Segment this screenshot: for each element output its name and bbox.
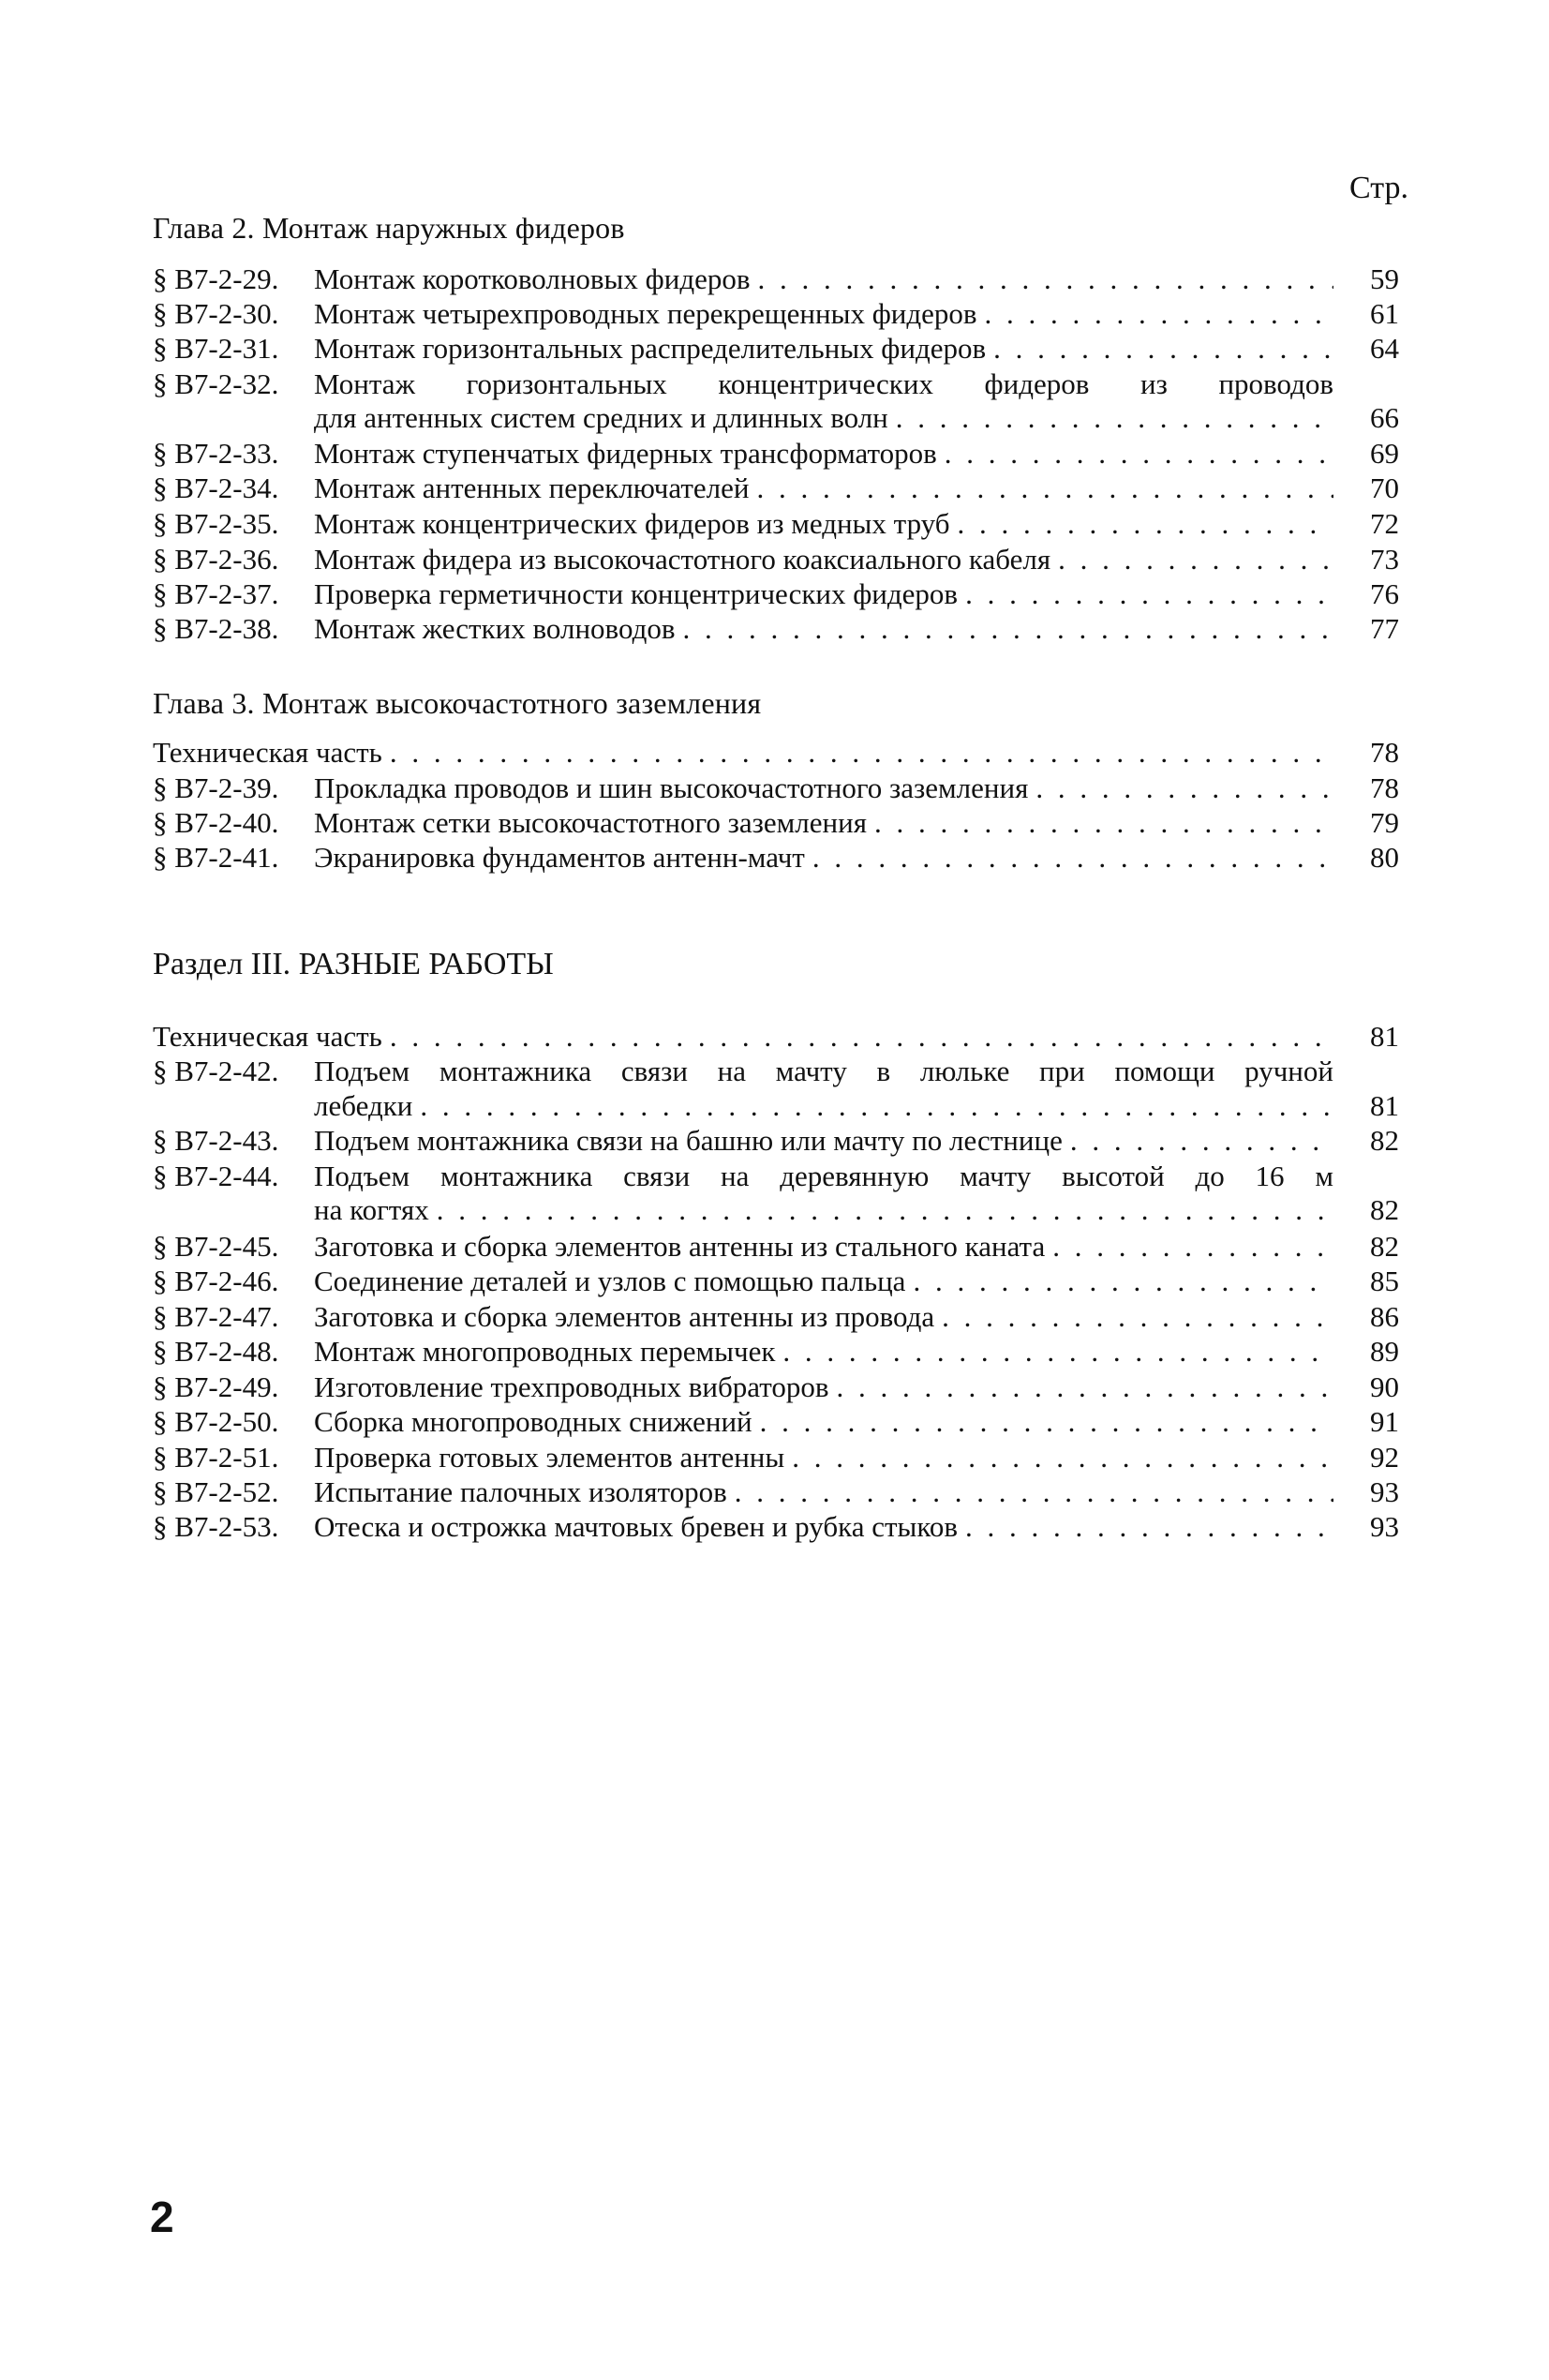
dot-leader [782,1335,1333,1369]
page-ref: 78 [1370,736,1399,769]
section-number: § В7-2-42. [153,1055,279,1087]
section-number: § В7-2-37. [153,577,279,610]
toc-entry [153,1510,1399,1544]
page-ref: 89 [1370,1335,1399,1368]
chapter-3-heading: Глава 3. Монтаж высокочастотного заземления [153,686,762,720]
section-number: § В7-2-30. [153,297,279,330]
entry-title: Прокладка проводов и шин высокочастотного заземления [314,771,1029,804]
entry-title: Техническая часть [153,736,382,769]
toc-entry [153,401,1399,435]
page-ref: 66 [1370,401,1399,434]
toc-entry-tech-part [153,736,1399,770]
section-number: § В7-2-51. [153,1441,279,1474]
toc-entry-first-line [153,1055,1399,1088]
page-ref: 76 [1370,577,1399,610]
page-ref: 64 [1370,332,1399,365]
entry-title: Проверка герметичности концентрических фидеров [314,577,959,610]
toc-entry [153,1230,1399,1264]
page-ref: 69 [1370,437,1399,470]
page-ref: 82 [1370,1193,1399,1226]
toc-entry [153,1370,1399,1404]
entry-title: Изготовление трехпроводных вибраторов [314,1370,829,1403]
page-number: 2 [150,2193,174,2241]
page-ref: 85 [1370,1265,1399,1297]
page-ref: 72 [1370,507,1399,540]
section-number: § В7-2-29. [153,262,279,295]
toc-entry [153,437,1399,471]
page-ref: 61 [1370,297,1399,330]
section-number: § В7-2-38. [153,612,279,645]
page-ref: 91 [1370,1405,1399,1438]
entry-title-line1: Подъем монтажника связи на мачту в люльке при помощи ручной [314,1055,1333,1087]
page-column-label: Стр. [1349,171,1409,205]
page-ref: 73 [1370,543,1399,576]
dot-leader [390,736,1333,770]
page-ref: 80 [1370,841,1399,874]
section-number: § В7-2-48. [153,1335,279,1368]
page-ref: 78 [1370,771,1399,804]
dot-leader [993,332,1333,366]
entry-title: Отеска и острожка мачтовых бревен и рубка стыков [314,1510,958,1543]
section-number: § В7-2-46. [153,1265,279,1297]
section-3-heading: Раздел III. РАЗНЫЕ РАБОТЫ [153,947,554,981]
section-number: § В7-2-49. [153,1370,279,1403]
page-ref: 79 [1370,806,1399,839]
entry-title: Заготовка и сборка элементов антенны из провода [314,1300,935,1333]
entry-title: для антенных систем средних и длинных волн [314,401,888,434]
entry-title-line1: Монтаж горизонтальных концентрических фидеров из проводов [314,367,1333,400]
entry-title: Подъем монтажника связи на башню или мачту по лестнице [314,1124,1063,1157]
toc-entry [153,1300,1399,1334]
dot-leader [390,1020,1333,1054]
entry-title: Монтаж коротковолновых фидеров [314,262,751,295]
entry-title: Монтаж жестких волноводов [314,612,676,645]
entry-title: Экранировка фундаментов антенн-мачт [314,841,805,874]
toc-entry [153,1405,1399,1439]
dot-leader [437,1193,1333,1227]
chapter-2-heading: Глава 2. Монтаж наружных фидеров [153,211,625,245]
entry-title: Сборка многопроводных снижений [314,1405,752,1438]
toc-entry [153,543,1399,576]
section-number: § В7-2-43. [153,1124,279,1157]
entry-title: Испытание палочных изоляторов [314,1475,727,1508]
section-number: § В7-2-35. [153,507,279,540]
dot-leader [874,806,1333,840]
section-number: § В7-2-50. [153,1405,279,1438]
toc-entry [153,1475,1399,1509]
section-number: § В7-2-34. [153,472,279,504]
entry-title: Соединение деталей и узлов с помощью пальца [314,1265,906,1297]
toc-entry-first-line [153,367,1399,401]
section-number: § В7-2-33. [153,437,279,470]
page-ref: 82 [1370,1124,1399,1157]
toc-entry [153,262,1399,296]
toc-entry [153,332,1399,366]
page-ref: 90 [1370,1370,1399,1403]
page-ref: 86 [1370,1300,1399,1333]
section-number: § В7-2-44. [153,1160,279,1192]
page-ref: 92 [1370,1441,1399,1474]
dot-leader [1070,1124,1333,1158]
dot-leader [683,612,1333,646]
section-number: § В7-2-32. [153,367,279,400]
entry-title: Монтаж фидера из высокочастотного коаксиального кабеля [314,543,1051,576]
dot-leader [757,262,1333,296]
page-ref: 77 [1370,612,1399,645]
dot-leader [735,1475,1333,1509]
toc-entry [153,1335,1399,1369]
entry-title: Монтаж многопроводных перемычек [314,1335,776,1368]
dot-leader [945,437,1333,471]
toc-entry [153,1193,1399,1227]
section-number: § В7-2-47. [153,1300,279,1333]
dot-leader [1035,771,1333,805]
entry-title-line1: Подъем монтажника связи на деревянную мачту высотой до 16 м [314,1160,1333,1192]
entry-title: Монтаж сетки высокочастотного заземления [314,806,867,839]
page-ref: 70 [1370,472,1399,504]
entry-title: Монтаж концентрических фидеров из медных труб [314,507,950,540]
toc-entry [153,507,1399,541]
entry-title: на когтях [314,1193,429,1226]
toc-entry [153,297,1399,331]
page-ref: 82 [1370,1230,1399,1263]
dot-leader [1052,1230,1333,1264]
section-number: § В7-2-39. [153,771,279,804]
entry-title: Монтаж горизонтальных распределительных фидеров [314,332,987,365]
section-number: § В7-2-36. [153,543,279,576]
dot-leader [958,507,1333,541]
page-ref: 93 [1370,1510,1399,1543]
toc-entry [153,1441,1399,1474]
section-number: § В7-2-53. [153,1510,279,1543]
entry-title: Проверка готовых элементов антенны [314,1441,785,1474]
toc-entry [153,577,1399,611]
dot-leader [420,1089,1333,1123]
entry-title: Техническая часть [153,1020,382,1053]
dot-leader [985,297,1333,331]
toc-entry [153,612,1399,646]
toc-entry [153,1265,1399,1298]
entry-title: Монтаж четырехпроводных перекрещенных фидеров [314,297,977,330]
page-ref: 81 [1370,1020,1399,1053]
toc-entry [153,1124,1399,1158]
dot-leader [812,841,1333,875]
toc-entry [153,806,1399,840]
toc-entry [153,771,1399,805]
dot-leader [896,401,1333,435]
entry-title: Монтаж антенных переключателей [314,472,750,504]
page-ref: 93 [1370,1475,1399,1508]
toc-entry [153,841,1399,875]
page-ref: 59 [1370,262,1399,295]
toc-entry [153,472,1399,505]
section-number: § В7-2-41. [153,841,279,874]
dot-leader [1058,543,1333,576]
toc-entry-tech-part [153,1020,1399,1054]
toc-entry-first-line [153,1160,1399,1193]
toc-entry [153,1089,1399,1123]
dot-leader [760,1405,1333,1439]
dot-leader [965,577,1333,611]
dot-leader [756,472,1333,505]
entry-title: Заготовка и сборка элементов антенны из стального каната [314,1230,1046,1263]
dot-leader [913,1265,1333,1298]
section-number: § В7-2-45. [153,1230,279,1263]
page-ref: 81 [1370,1089,1399,1122]
dot-leader [837,1370,1333,1404]
dot-leader [965,1510,1333,1544]
entry-title: лебедки [314,1089,413,1122]
entry-title: Монтаж ступенчатых фидерных трансформаторов [314,437,937,470]
section-number: § В7-2-52. [153,1475,279,1508]
section-number: § В7-2-31. [153,332,279,365]
section-number: § В7-2-40. [153,806,279,839]
dot-leader [942,1300,1333,1334]
dot-leader [792,1441,1333,1474]
